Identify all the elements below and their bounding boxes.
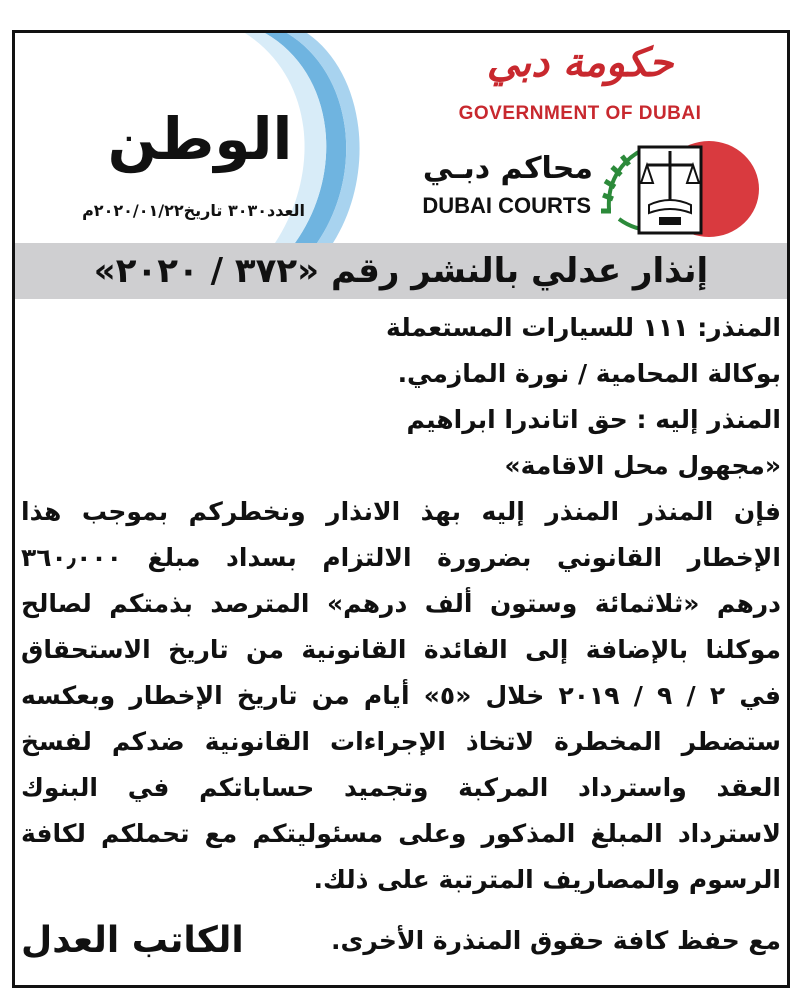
notice-line: درهم «ثلاثمائة وستون ألف درهم» المترصد بذمتكم لصالح xyxy=(21,589,781,618)
notice-line: المنذر إليه : حق اتاندرا ابراهيم xyxy=(406,405,781,434)
notice-line: المنذر: ١١١ للسيارات المستعملة xyxy=(386,313,781,342)
issue-line: العدد٣٠٣٠ تاريخ٢٠٢٠/٠١/٢٢م xyxy=(82,201,305,220)
notice-frame xyxy=(12,30,790,988)
scales-of-justice-icon xyxy=(599,139,769,239)
masthead xyxy=(15,33,787,243)
notice-line: العقد واسترداد المركبة وتجميد حساباتكم في البنوك xyxy=(21,773,781,802)
notice-line: فإن المنذر المنذر إليه بهذ الانذار ونخطركم بموجب هذا xyxy=(21,497,781,526)
notice-body xyxy=(21,305,781,903)
notary-signature: الكاتب العدل xyxy=(21,920,244,961)
notice-line: «مجهول محل الاقامة» xyxy=(504,451,781,480)
notice-line: ستضطر المخطرة لاتخاذ الإجراءات القانونية ضدكم لفسخ xyxy=(21,727,781,756)
notice-title-band xyxy=(15,243,787,299)
notice-line: الرسوم والمصاريف المترتبة على ذلك. xyxy=(313,865,781,894)
notice-line: الإخطار القانوني بضرورة الالتزام بسداد مبلغ ٣٦٠٫٠٠٠ xyxy=(21,543,781,572)
notice-line: لاسترداد المبلغ المذكور وعلى مسئوليتكم مع تحملكم لكافة xyxy=(21,819,781,848)
notice-footer xyxy=(21,913,781,973)
notice-line: بوكالة المحامية / نورة المازمي. xyxy=(397,359,781,388)
gov-logo-english: GOVERNMENT OF DUBAI xyxy=(458,103,702,124)
notice-line: في ٢ / ٩ / ٢٠١٩ خلال «٥» أيام من تاريخ الإخطار وبعكسه xyxy=(21,681,781,710)
notice-line: موكلنا بالإضافة إلى الفائدة القانونية من تاريخ الاستحقاق xyxy=(21,635,781,664)
courts-name-english: DUBAI COURTS xyxy=(422,193,591,218)
gov-logo-arabic: حكومة دبي xyxy=(486,39,674,86)
notice-title: إنذار عدلي بالنشر رقم «٣٧٢ / ٢٠٢٠» xyxy=(93,251,709,291)
newspaper-name: الوطن xyxy=(107,105,293,173)
courts-name-arabic: محاكم دبـي xyxy=(422,151,593,186)
closing-statement: مع حفظ كافة حقوق المنذرة الأخرى. xyxy=(330,926,781,955)
